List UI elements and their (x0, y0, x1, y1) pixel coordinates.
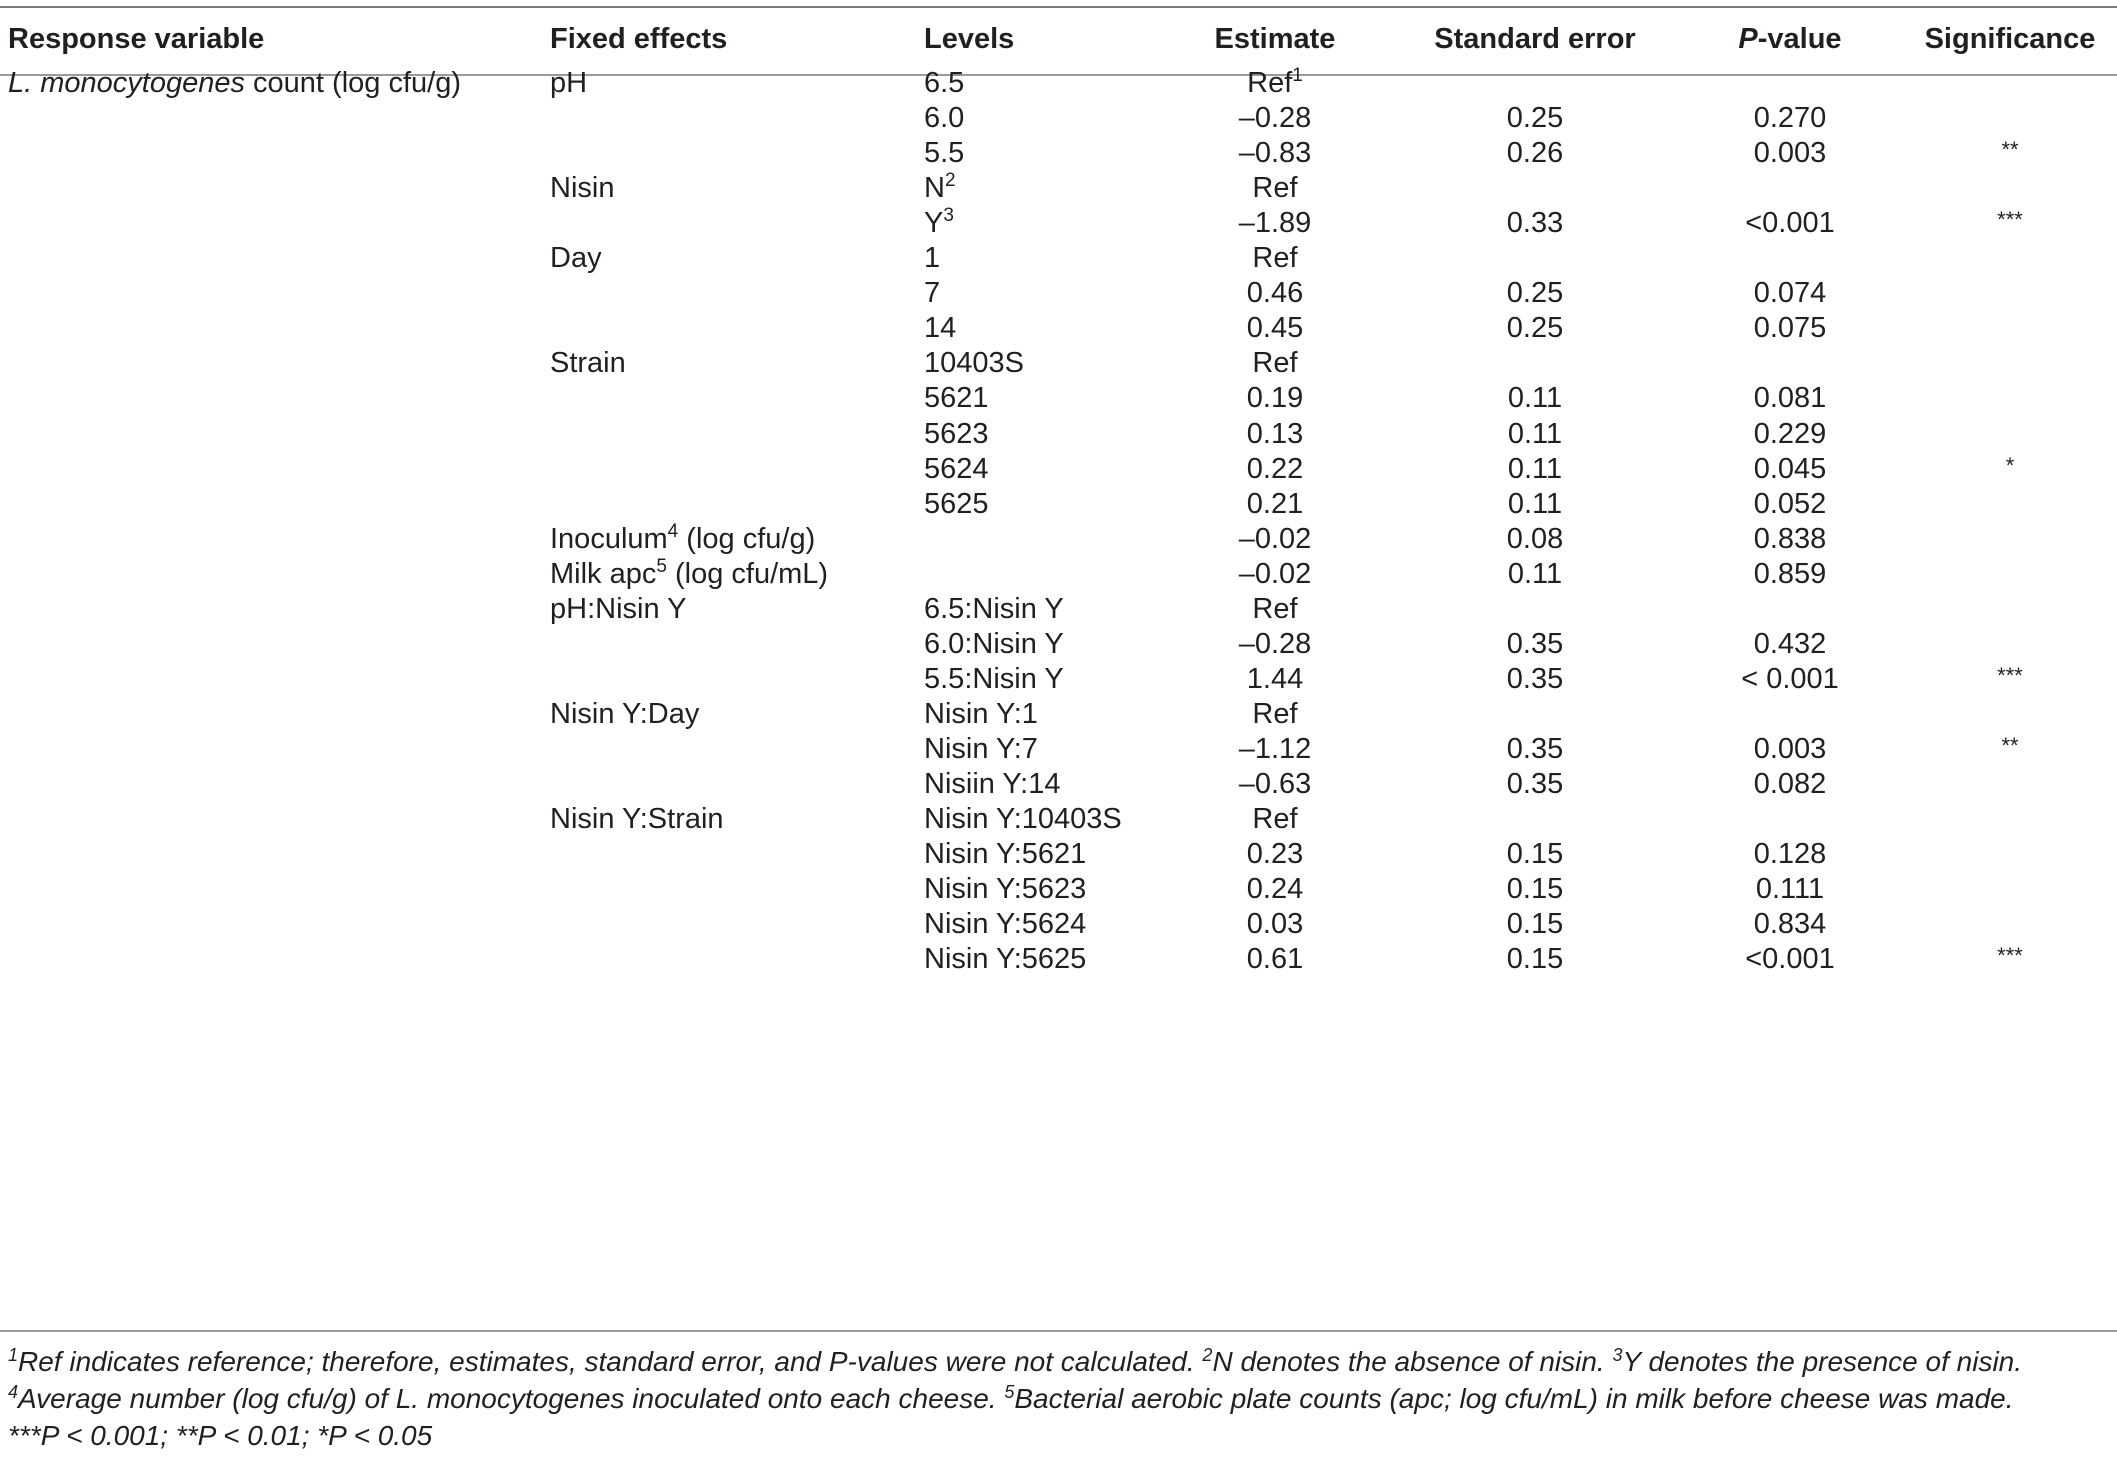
p-value-cell-text: 0.111 (1755, 873, 1825, 906)
footnote-1-mark: 1 (8, 1345, 19, 1365)
fixed-effect-cell-text: Day (550, 242, 602, 275)
significance-cell-text: ** (2001, 137, 2019, 163)
footnote-2-text: N denotes the absence of nisin. (1212, 1346, 1613, 1377)
fixed-effect-unit: (log cfu/g) (678, 522, 816, 555)
response-organism: L. monocytogenes (8, 67, 245, 99)
p-value-cell-text: 0.432 (1753, 627, 1827, 660)
fixed-effect-cell-text: pH:Nisin Y (550, 592, 687, 625)
header-estimate: Estimate (1214, 23, 1336, 55)
standard-error-cell (1420, 936, 1650, 983)
footnote-significance-key: ***P < 0.001; **P < 0.01; *P < 0.05 (8, 1420, 433, 1451)
standard-error-cell-text: 0.25 (1506, 312, 1564, 345)
significance-cell-text: *** (1997, 207, 2023, 233)
p-value-cell-text: 0.838 (1753, 522, 1827, 555)
p-value-cell-text: 0.003 (1753, 732, 1827, 765)
significance-cell-text: ** (2001, 732, 2019, 758)
estimate-cell-text: –0.63 (1238, 768, 1312, 800)
p-value-cell-text: 0.859 (1753, 557, 1827, 590)
level-cell-text: Nisin Y:1 (924, 697, 1038, 730)
estimate-cell-text: –1.12 (1238, 732, 1312, 765)
standard-error-cell-text: 0.15 (1506, 908, 1564, 941)
table-row (0, 936, 2117, 983)
header-p-letter: P (1738, 23, 1758, 55)
level-cell-text: 1 (924, 242, 941, 275)
level-cell-text: 6.5:Nisin Y (924, 592, 1064, 625)
estimate-cell (1160, 936, 1390, 983)
level-cell-text: Nisin Y:5623 (924, 873, 1087, 906)
p-value-cell (1680, 936, 1900, 983)
level-cell-text: Y (924, 207, 944, 240)
table-top-rule (0, 6, 2117, 8)
p-value-cell-text: 0.834 (1753, 908, 1827, 941)
level-cell-text: 6.0:Nisin Y (924, 627, 1064, 660)
p-value-cell-text: 0.082 (1753, 768, 1827, 800)
p-value-cell-text: <0.001 (1745, 943, 1835, 976)
standard-error-cell-text: 0.35 (1506, 768, 1564, 800)
p-value-cell-text: 0.128 (1753, 838, 1827, 871)
estimate-cell-text: 0.21 (1246, 487, 1304, 520)
fixed-effect-cell-text: pH (550, 67, 588, 99)
estimate-cell-text: 0.22 (1246, 452, 1304, 485)
table-bottom-rule (0, 1330, 2117, 1332)
header-fixed-effects: Fixed effects (550, 23, 728, 55)
estimate-cell-text: Ref (1252, 242, 1298, 275)
header-significance: Significance (1924, 23, 2096, 55)
level-cell-text: 5.5 (924, 137, 965, 170)
p-value-cell-text: 0.074 (1753, 277, 1827, 310)
level-cell-text: 5624 (924, 452, 989, 485)
fixed-effect-cell-text: Inoculum (550, 522, 668, 555)
fixed-effect-cell-text: Strain (550, 347, 626, 380)
level-cell (924, 936, 1086, 983)
significance-cell-text: *** (1997, 943, 2023, 969)
estimate-cell-text: 0.23 (1246, 838, 1304, 871)
fixed-effect-cell-text: Nisin Y:Day (550, 697, 700, 730)
header-p-suffix: -value (1757, 23, 1842, 55)
estimate-cell-text: 0.03 (1246, 908, 1304, 941)
estimate-cell-text: Ref (1252, 803, 1298, 836)
standard-error-cell-text: 0.35 (1506, 627, 1564, 660)
estimate-cell-text: 0.46 (1246, 277, 1304, 310)
significance-cell-text: * (2005, 452, 2015, 478)
level-cell-text: Nisiin Y:14 (924, 768, 1061, 800)
header-p-value (1680, 16, 1900, 63)
significance-cell-text: *** (1997, 662, 2023, 688)
standard-error-cell-text: 0.15 (1506, 943, 1564, 976)
fixed-effect-cell-text: Nisin (550, 172, 615, 205)
fixed-effect-cell-text: Nisin Y:Strain (550, 803, 724, 836)
response-unit: count (log cfu/g) (244, 67, 461, 99)
level-cell-text: Nisin Y:5621 (924, 838, 1087, 871)
fixed-effect-unit: (log cfu/mL) (666, 557, 829, 590)
estimate-cell-text: 0.61 (1246, 943, 1304, 976)
estimate-cell-text: Ref (1252, 347, 1298, 380)
p-value-cell-text: < 0.001 (1741, 662, 1839, 695)
footnote-5-text: Bacterial aerobic plate counts (apc; log cfu/mL) in milk before cheese was made. (1014, 1383, 2014, 1414)
p-value-cell-text: 0.052 (1753, 487, 1827, 520)
estimate-cell-text: 0.24 (1246, 873, 1304, 906)
estimate-cell-text: –0.28 (1238, 102, 1312, 135)
estimate-cell-text: Ref (1252, 592, 1298, 625)
footnote-4-mark: 4 (8, 1382, 19, 1402)
table-footnotes (8, 1343, 2110, 1454)
estimate-cell-text: 1.44 (1246, 662, 1304, 695)
footnote-5-mark: 5 (1004, 1382, 1015, 1402)
level-cell-text: Nisin Y:5625 (924, 943, 1087, 976)
table-header-row (0, 16, 2117, 63)
footnote-line-1 (8, 1343, 2110, 1380)
level-cell-text: 5623 (924, 417, 989, 450)
standard-error-cell-text: 0.33 (1506, 207, 1564, 240)
estimate-cell-text: Ref (1252, 697, 1298, 730)
estimate-cell-text: –0.02 (1238, 522, 1312, 555)
footnote-2-mark: 2 (1202, 1345, 1213, 1365)
standard-error-cell-text: 0.11 (1507, 382, 1563, 415)
p-value-cell-text: 0.229 (1753, 417, 1827, 450)
standard-error-cell-text: 0.15 (1506, 838, 1564, 871)
level-cell-text: Nisin Y:10403S (924, 803, 1122, 836)
estimate-cell-text: 0.19 (1246, 382, 1304, 415)
significance-cell (1905, 936, 2115, 983)
level-cell-text: 6.5 (924, 67, 965, 99)
estimate-cell-text: 0.45 (1246, 312, 1304, 345)
standard-error-cell-text: 0.11 (1507, 452, 1563, 485)
level-cell-text: 5621 (924, 382, 989, 415)
level-cell-text: Nisin Y:7 (924, 732, 1038, 765)
header-response-variable: Response variable (8, 23, 265, 55)
estimate-cell-text: 0.13 (1246, 417, 1304, 450)
level-cell-text: N (924, 172, 945, 205)
standard-error-cell-text: 0.26 (1506, 137, 1564, 170)
estimate-cell-text: –0.02 (1238, 557, 1312, 590)
level-cell-text: 14 (924, 312, 957, 345)
p-value-cell-text: 0.075 (1753, 312, 1827, 345)
footnote-4-text: Average number (log cfu/g) of L. monocytogenes inoculated onto each cheese. (18, 1383, 1005, 1414)
footnote-line-2 (8, 1380, 2110, 1417)
p-value-cell-text: <0.001 (1745, 207, 1835, 240)
standard-error-cell-text: 0.11 (1507, 557, 1563, 590)
estimate-cell-text: Ref (1247, 67, 1293, 99)
standard-error-cell-text: 0.15 (1506, 873, 1564, 906)
standard-error-cell-text: 0.08 (1506, 522, 1564, 555)
level-cell-text: 6.0 (924, 102, 965, 135)
standard-error-cell-text: 0.25 (1506, 102, 1564, 135)
level-cell-text: 10403S (924, 347, 1024, 380)
estimate-cell-text: –0.28 (1238, 627, 1312, 660)
level-cell-text: Nisin Y:5624 (924, 908, 1087, 941)
footnote-marker: 4 (667, 520, 679, 542)
p-value-cell-text: 0.045 (1753, 452, 1827, 485)
footnote-1-text: Ref indicates reference; therefore, estimates, standard error, and P-values were not calculated. (18, 1346, 1203, 1377)
estimate-cell-text: –0.83 (1238, 137, 1312, 170)
estimate-cell-text: –1.89 (1238, 207, 1312, 240)
standard-error-cell-text: 0.35 (1506, 662, 1564, 695)
header-standard-error: Standard error (1434, 23, 1636, 55)
footnote-marker: 5 (656, 555, 667, 577)
standard-error-cell-text: 0.35 (1506, 732, 1564, 765)
fixed-effect-cell-text: Milk apc (550, 557, 657, 590)
p-value-cell-text: 0.081 (1753, 382, 1827, 415)
header-levels: Levels (924, 23, 1015, 55)
footnote-marker: 1 (1292, 65, 1303, 86)
level-cell-text: 5.5:Nisin Y (924, 662, 1064, 695)
footnote-marker: 3 (943, 205, 954, 227)
footnote-3-text: Y denotes the presence of nisin. (1622, 1346, 2023, 1377)
p-value-cell-text: 0.003 (1753, 137, 1827, 170)
level-cell-text: 7 (924, 277, 941, 310)
standard-error-cell-text: 0.25 (1506, 277, 1564, 310)
footnote-3-mark: 3 (1612, 1345, 1623, 1365)
standard-error-cell-text: 0.11 (1507, 487, 1563, 520)
estimate-cell-text: Ref (1252, 172, 1298, 205)
footnote-marker: 2 (944, 170, 956, 192)
p-value-cell-text: 0.270 (1753, 102, 1827, 135)
level-cell-text: 5625 (924, 487, 989, 520)
standard-error-cell-text: 0.11 (1507, 417, 1563, 450)
